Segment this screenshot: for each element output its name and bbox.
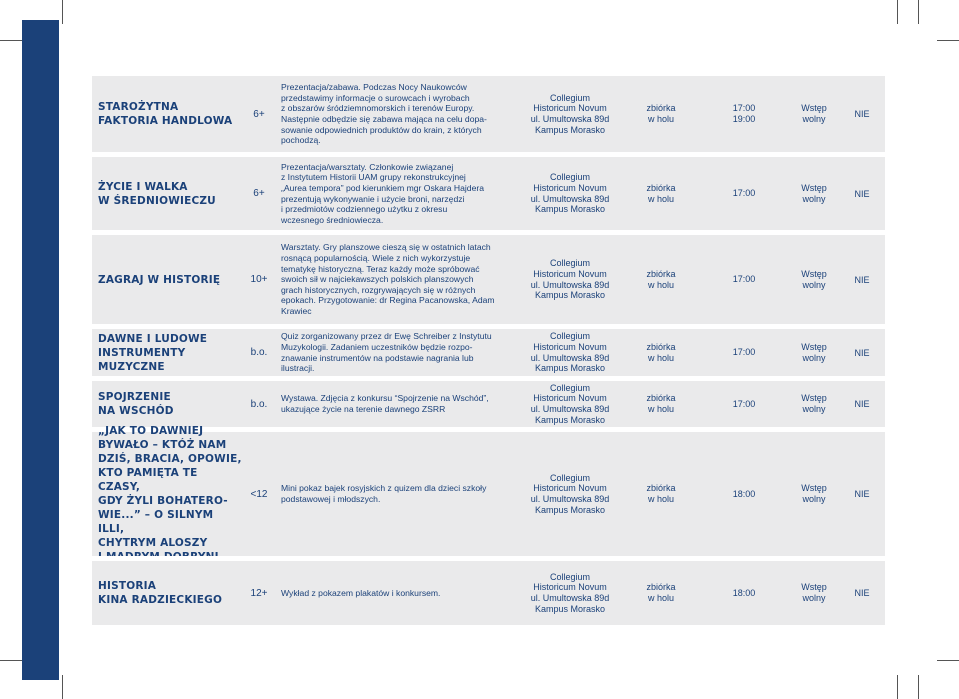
event-entry: Wstęp wolny bbox=[801, 582, 827, 603]
event-age: b.o. bbox=[250, 398, 268, 410]
crop-mark bbox=[62, 0, 63, 24]
event-location: Collegium Historicum Novum ul. Umultowska 89d Kampus Morasko bbox=[530, 331, 610, 374]
event-age: 12+ bbox=[250, 587, 268, 599]
event-location: Collegium Historicum Novum ul. Umultowska 89d Kampus Morasko bbox=[530, 382, 610, 425]
event-entry: Wstęp wolny bbox=[801, 268, 827, 290]
event-time: 17:00 bbox=[732, 347, 756, 358]
event-age: <12 bbox=[250, 488, 268, 500]
event-time: 17:00 bbox=[732, 398, 756, 409]
event-location: Collegium Historicum Novum ul. Umultowska 89d Kampus Morasko bbox=[530, 571, 610, 614]
event-description: Warsztaty. Gry planszowe cieszą się w ostatnich latach rosnącą popularnością. Wiele z nich wykorzystuje tematykę historyczną. Teraz każdy może spróbować swoich sił w najciekawszych polskich planszowych grach historycznych, rozgrywających się w różnych epokach. Przygotowanie: dr Regina Pacanowska, Adam Krawiec bbox=[281, 242, 495, 316]
event-time: 18:00 bbox=[732, 587, 756, 598]
crop-mark bbox=[918, 675, 919, 699]
event-time: 17:00 bbox=[732, 274, 756, 285]
event-age: 6+ bbox=[253, 108, 265, 120]
crop-mark bbox=[897, 0, 898, 24]
event-title: SPOJRZENIE NA WSCHÓD bbox=[98, 391, 174, 417]
event-registration: NIE bbox=[854, 274, 870, 285]
event-row bbox=[92, 381, 885, 427]
crop-mark bbox=[937, 40, 959, 41]
event-row bbox=[92, 425, 885, 556]
crop-mark bbox=[937, 660, 959, 661]
event-registration: NIE bbox=[854, 109, 870, 119]
event-meeting-point: zbiórka w holu bbox=[646, 582, 676, 603]
event-meeting-point: zbiórka w holu bbox=[646, 103, 676, 124]
event-location: Collegium Historicum Novum ul. Umultowska 89d Kampus Morasko bbox=[530, 258, 610, 301]
event-meeting-point: zbiórka w holu bbox=[646, 182, 676, 204]
event-meeting-point: zbiórka w holu bbox=[646, 483, 676, 504]
event-meeting-point: zbiórka w holu bbox=[646, 268, 676, 290]
event-time: 17:00 bbox=[732, 188, 756, 199]
event-registration: NIE bbox=[854, 399, 870, 409]
event-age: 6+ bbox=[253, 188, 265, 199]
event-row bbox=[92, 561, 885, 625]
event-entry: Wstęp wolny bbox=[801, 483, 827, 504]
event-row bbox=[92, 76, 885, 152]
event-description: Wykład z pokazem plakatów i konkursem. bbox=[281, 587, 441, 598]
page-spine-bar bbox=[22, 20, 59, 680]
event-registration: NIE bbox=[854, 489, 870, 499]
crop-mark bbox=[62, 675, 63, 699]
crop-mark bbox=[918, 0, 919, 24]
event-title: HISTORIA KINA RADZIECKIEGO bbox=[98, 580, 223, 606]
event-title: STAROŻYTNA FAKTORIA HANDLOWA bbox=[98, 101, 233, 127]
event-description: Mini pokaz bajek rosyjskich z quizem dla dzieci szkoły podstawowej i młodszych. bbox=[281, 483, 487, 504]
event-row bbox=[92, 157, 885, 230]
event-row bbox=[92, 235, 885, 324]
event-registration: NIE bbox=[854, 188, 870, 199]
event-registration: NIE bbox=[854, 588, 870, 598]
event-age: b.o. bbox=[250, 347, 268, 358]
event-entry: Wstęp wolny bbox=[801, 341, 827, 363]
event-description: Prezentacja/zabawa. Podczas Nocy Naukowców przedstawimy informacje o surowcach i wyrobach z obszarów śródziemnomorskich i terenów Europy. Następnie odbędzie się zabawa mająca na celu dopa- sowanie odpowiednich produktów do krain, z których pochodzą. bbox=[281, 82, 487, 146]
event-time: 17:00 19:00 bbox=[732, 103, 756, 124]
event-title: „JAK TO DAWNIEJ BYWAŁO – KTÓŻ NAM DZIŚ, BRACIA, OPOWIE, KTO PAMIĘTA TE CZASY, GDY ŻYLI BOHATERO- WIE...” – O SILNYM ILLI, CHYTRYM ALOSZY bbox=[98, 425, 242, 549]
event-entry: Wstęp wolny bbox=[801, 393, 827, 414]
event-time: 18:00 bbox=[732, 488, 756, 499]
event-location: Collegium Historicum Novum ul. Umultowska 89d Kampus Morasko bbox=[530, 472, 610, 515]
event-description: Prezentacja/warsztaty. Członkowie związanej z Instytutem Historii UAM grupy rekonstrukcyjnej „Aurea tempora” pod kierunkiem mgr Oskara Hajdera prezentują wykonywanie i użycie broni, narzędzi i przedmiotów codziennego użytku z okresu wczesnego średniowiecza. bbox=[281, 161, 484, 225]
event-location: Collegium Historicum Novum ul. Umultowska 89d Kampus Morasko bbox=[530, 172, 610, 215]
event-location: Collegium Historicum Novum ul. Umultowska 89d Kampus Morasko bbox=[530, 92, 610, 135]
event-title: ZAGRAJ W HISTORIĘ bbox=[98, 273, 221, 286]
event-age: 10+ bbox=[250, 274, 268, 285]
crop-mark bbox=[0, 40, 22, 41]
event-title: ŻYCIE I WALKA W ŚREDNIOWIECZU bbox=[98, 180, 216, 207]
event-row bbox=[92, 329, 885, 376]
crop-mark bbox=[897, 675, 898, 699]
crop-mark bbox=[0, 660, 22, 661]
event-description: Quiz zorganizowany przez dr Ewę Schreiber z Instytutu Muzykologii. Zadaniem uczestników będzie rozpo- znawanie instrumentów na podstawie nagrania lub ilustracji. bbox=[281, 331, 492, 374]
event-meeting-point: zbiórka w holu bbox=[646, 393, 676, 414]
event-registration: NIE bbox=[854, 347, 870, 358]
event-entry: Wstęp wolny bbox=[801, 182, 827, 204]
event-description: Wystawa. Zdjęcia z konkursu “Spojrzenie na Wschód”, ukazujące życie na terenie dawnego ZSRR bbox=[281, 393, 489, 414]
event-meeting-point: zbiórka w holu bbox=[646, 341, 676, 363]
event-title: DAWNE I LUDOWE INSTRUMENTY MUZYCZNE bbox=[98, 332, 208, 373]
event-entry: Wstęp wolny bbox=[801, 103, 827, 124]
